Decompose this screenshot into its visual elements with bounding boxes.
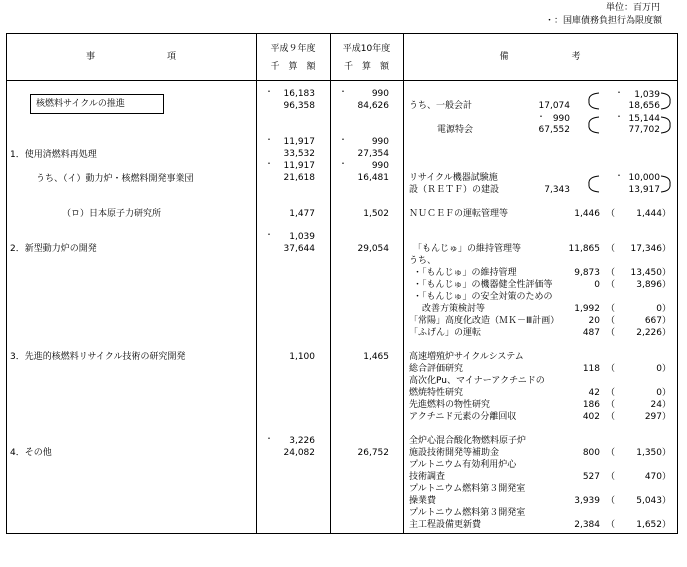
remark-pu-label: 燃焼特性研究 [409, 388, 464, 398]
paren-close: ） [662, 496, 672, 506]
remark-pu-lab-label: 操業費 [409, 496, 437, 506]
paren-open: （ [606, 496, 616, 506]
paren-open: （ [606, 388, 616, 398]
limit-mark: ・ [265, 434, 273, 443]
row-fuel-cycle-label: 核燃料サイクルの推進 [36, 99, 125, 109]
paren-close: ） [662, 244, 672, 254]
remark-general-b-top: 1,039 [634, 90, 660, 100]
new-reactor-fy9: 37,644 [283, 244, 315, 254]
brace-icon [584, 116, 602, 134]
remark-fugen-v: 487 [582, 328, 600, 338]
remark-fbr-b: 0 [656, 364, 662, 374]
table-left-border [6, 33, 7, 534]
paren-open: （ [606, 304, 616, 314]
reprocessing-fy9: 33,532 [283, 149, 315, 159]
fuel-cycle-fy9-limit: 16,183 [283, 89, 315, 99]
remark-pu-lab4-v: 2,384 [574, 520, 600, 530]
advanced-fy9: 1,100 [289, 352, 315, 362]
remark-joyo-b: 667 [644, 316, 662, 326]
remark-pu-lab3-line1: プルトニウム燃料第３開発室 [409, 508, 526, 518]
reprocessing-fy10-limit: 990 [371, 137, 389, 147]
remark-pu-line1: 高次化Pu、マイナーアクチニドの [409, 376, 545, 386]
remark-pu-lab-v: 3,939 [574, 496, 600, 506]
paren-open: （ [606, 412, 616, 422]
paren-open: （ [606, 244, 616, 254]
remark-pu-use-label: 技術調査 [409, 472, 446, 482]
brace-icon [660, 116, 674, 134]
other-fy9-limit: 3,226 [289, 436, 315, 446]
limit-mark: ・ [265, 230, 273, 239]
fuel-cycle-fy10-limit: 990 [371, 89, 389, 99]
remark-power-v10-limit: 990 [552, 114, 570, 124]
remark-joyo-v: 20 [588, 316, 600, 326]
remark-power-b-bottom: 77,702 [628, 125, 660, 135]
remark-general-label: うち、一般会計 [409, 101, 473, 111]
header-bottom-border [6, 80, 678, 81]
new-reactor-fy10: 29,054 [357, 244, 389, 254]
table-top-border [6, 33, 678, 34]
remark-pu-v: 42 [588, 388, 600, 398]
paren-open: （ [606, 400, 616, 410]
paren-close: ） [662, 412, 672, 422]
remark-pu-lab-b: 5,043 [636, 496, 662, 506]
remark-monju-safety-line1: ・「もんじゅ」の安全対策のための [413, 292, 553, 302]
remark-monju-equip-label: ・「もんじゅ」の機器健全性評価等 [413, 280, 553, 290]
remark-adv-fuel-v: 186 [582, 400, 600, 410]
row-reprocessing-label: 1．使用済燃料再処理 [10, 150, 97, 160]
row-pnc-label: うち、（イ）動力炉・核燃料開発事業団 [36, 174, 194, 184]
pnc-fy10: 16,481 [357, 173, 389, 183]
paren-open: （ [606, 268, 616, 278]
remark-nucef-v: 1,446 [574, 209, 600, 219]
paren-close: ） [662, 304, 672, 314]
remark-monju-maint-b: 13,450 [630, 268, 662, 278]
row-other-label: 4．その他 [10, 448, 52, 458]
row-advanced-label: 3．先進的核燃料リサイクル技術の研究開発 [10, 352, 186, 362]
remark-pu-use-b: 470 [644, 472, 662, 482]
paren-close: ） [662, 400, 672, 410]
remark-monju-maint-v: 9,873 [574, 268, 600, 278]
remark-retf-line2: 設（ＲＥＴＦ）の建設 [409, 185, 500, 195]
row-new-reactor-label: 2．新型動力炉の開発 [10, 244, 97, 254]
remark-pu-use-line1: プルトニウム有効利用炉心 [409, 460, 517, 470]
paren-close: ） [662, 316, 672, 326]
remark-adv-fuel-label: 先進燃料の物性研究 [409, 400, 491, 410]
paren-close: ） [662, 209, 672, 219]
advanced-fy10: 1,465 [363, 352, 389, 362]
limit-mark: ・ [615, 171, 623, 180]
remark-pu-lab4-b: 1,652 [636, 520, 662, 530]
limit-note: ・：国庫債務負担行為限度額 [545, 16, 663, 26]
paren-close: ） [662, 328, 672, 338]
remark-joyo-label: 「常陽」高度化改造（ＭＫ－Ⅲ計画） [409, 316, 560, 326]
pnc-fy10-limit: 990 [371, 161, 389, 171]
remark-power-v10: 67,552 [538, 125, 570, 135]
paren-open: （ [606, 316, 616, 326]
paren-open: （ [606, 280, 616, 290]
header-item: 事 項 [85, 52, 176, 62]
col-divider-1 [256, 33, 257, 534]
table-bottom-border [6, 533, 678, 534]
remark-monju-total-label: 「もんじゅ」の維持管理等 [413, 244, 522, 254]
remark-monju-equip-v: 0 [594, 280, 600, 290]
pnc-fy9-limit: 11,917 [283, 161, 315, 171]
remark-actinide-b: 297 [644, 412, 662, 422]
reprocessing-fy10: 27,354 [357, 149, 389, 159]
remark-monju-equip-b: 3,896 [636, 280, 662, 290]
col-divider-3 [403, 33, 404, 534]
remark-retf-v: 7,343 [544, 185, 570, 195]
remark-uchi: うち、 [409, 256, 437, 266]
remark-fugen-label: 「ふげん」の運転 [409, 328, 482, 338]
col-divider-2 [330, 33, 331, 534]
remark-nucef-label: ＮＵＣＥＦの運転管理等 [409, 209, 509, 219]
brace-icon [660, 175, 674, 193]
remark-pu-b: 0 [656, 388, 662, 398]
remark-fbr-v: 118 [582, 364, 600, 374]
header-remarks: 備 考 [499, 52, 581, 62]
brace-icon [584, 175, 602, 193]
paren-close: ） [662, 280, 672, 290]
limit-mark: ・ [265, 87, 273, 96]
remark-mox-line1: 全炉心混合酸化物燃料原子炉 [409, 436, 527, 446]
remark-mox-v: 800 [582, 448, 600, 458]
other-fy9: 24,082 [283, 448, 315, 458]
remark-general-v10: 17,074 [538, 101, 570, 111]
header-fy10-unit: 千 算 額 [343, 62, 389, 72]
remark-fbr-label: 総合評価研究 [409, 364, 464, 374]
paren-open: （ [606, 472, 616, 482]
remark-monju-safety-v: 1,992 [574, 304, 600, 314]
remark-mox-label: 施設技術開発等補助金 [409, 448, 500, 458]
paren-close: ） [662, 388, 672, 398]
new-reactor-fy9-limit: 1,039 [289, 232, 315, 242]
paren-close: ） [662, 448, 672, 458]
paren-close: ） [662, 364, 672, 374]
remark-monju-safety-b: 0 [656, 304, 662, 314]
paren-open: （ [606, 364, 616, 374]
paren-open: （ [606, 328, 616, 338]
remark-pu-lab4-label: 主工程設備更新費 [409, 520, 482, 530]
fuel-cycle-fy10: 84,626 [357, 101, 389, 111]
header-fy9-unit: 千 算 額 [270, 62, 316, 72]
reprocessing-fy9-limit: 11,917 [283, 137, 315, 147]
limit-mark: ・ [339, 159, 347, 168]
paren-open: （ [606, 448, 616, 458]
remark-power-b-top: 15,144 [628, 114, 660, 124]
remark-fugen-b: 2,226 [636, 328, 662, 338]
remark-monju-total-b: 17,346 [630, 244, 662, 254]
paren-close: ） [662, 520, 672, 530]
remark-pu-lab-line1: プルトニウム燃料第３開発室 [409, 484, 526, 494]
jaeri-fy10: 1,502 [363, 209, 389, 219]
header-fy10: 平成10年度 [342, 44, 391, 54]
remark-actinide-v: 402 [582, 412, 600, 422]
remark-retf-line1: リサイクル機器試験施 [409, 173, 498, 183]
paren-close: ） [662, 268, 672, 278]
paren-open: （ [606, 209, 616, 219]
limit-mark: ・ [537, 112, 545, 121]
row-jaeri-label: （ロ）日本原子力研究所 [62, 209, 162, 219]
limit-mark: ・ [265, 135, 273, 144]
limit-mark: ・ [339, 87, 347, 96]
remark-mox-b: 1,350 [636, 448, 662, 458]
remark-fbr-line1: 高速増殖炉サイクルシステム [409, 352, 524, 362]
remark-adv-fuel-b: 24 [650, 400, 662, 410]
paren-open: （ [606, 520, 616, 530]
limit-mark: ・ [265, 159, 273, 168]
remark-monju-maint-label: ・「もんじゅ」の維持管理 [413, 268, 517, 278]
paren-close: ） [662, 472, 672, 482]
jaeri-fy9: 1,477 [289, 209, 315, 219]
limit-mark: ・ [615, 88, 623, 97]
limit-mark: ・ [615, 112, 623, 121]
pnc-fy9: 21,618 [283, 173, 315, 183]
remark-actinide-label: アクチニド元素の分離回収 [409, 412, 517, 422]
brace-icon [660, 92, 674, 110]
fuel-cycle-fy9: 96,358 [283, 101, 315, 111]
remark-retf-b-top: 10,000 [628, 173, 660, 183]
remark-pu-use-v: 527 [582, 472, 600, 482]
header-fy9: 平成９年度 [270, 44, 316, 54]
remark-nucef-b: 1,444 [636, 209, 662, 219]
remark-power-label: 電源特会 [437, 125, 474, 135]
remark-general-b-bottom: 18,656 [628, 101, 660, 111]
remark-monju-total-v: 11,865 [568, 244, 600, 254]
remark-monju-safety-label: 改善方策検討等 [422, 304, 486, 314]
remark-retf-b-bottom: 13,917 [628, 185, 660, 195]
other-fy10: 26,752 [357, 448, 389, 458]
brace-icon [584, 92, 602, 110]
limit-mark: ・ [339, 135, 347, 144]
unit-note: 単位：百万円 [606, 3, 661, 13]
table-right-border [677, 33, 678, 534]
